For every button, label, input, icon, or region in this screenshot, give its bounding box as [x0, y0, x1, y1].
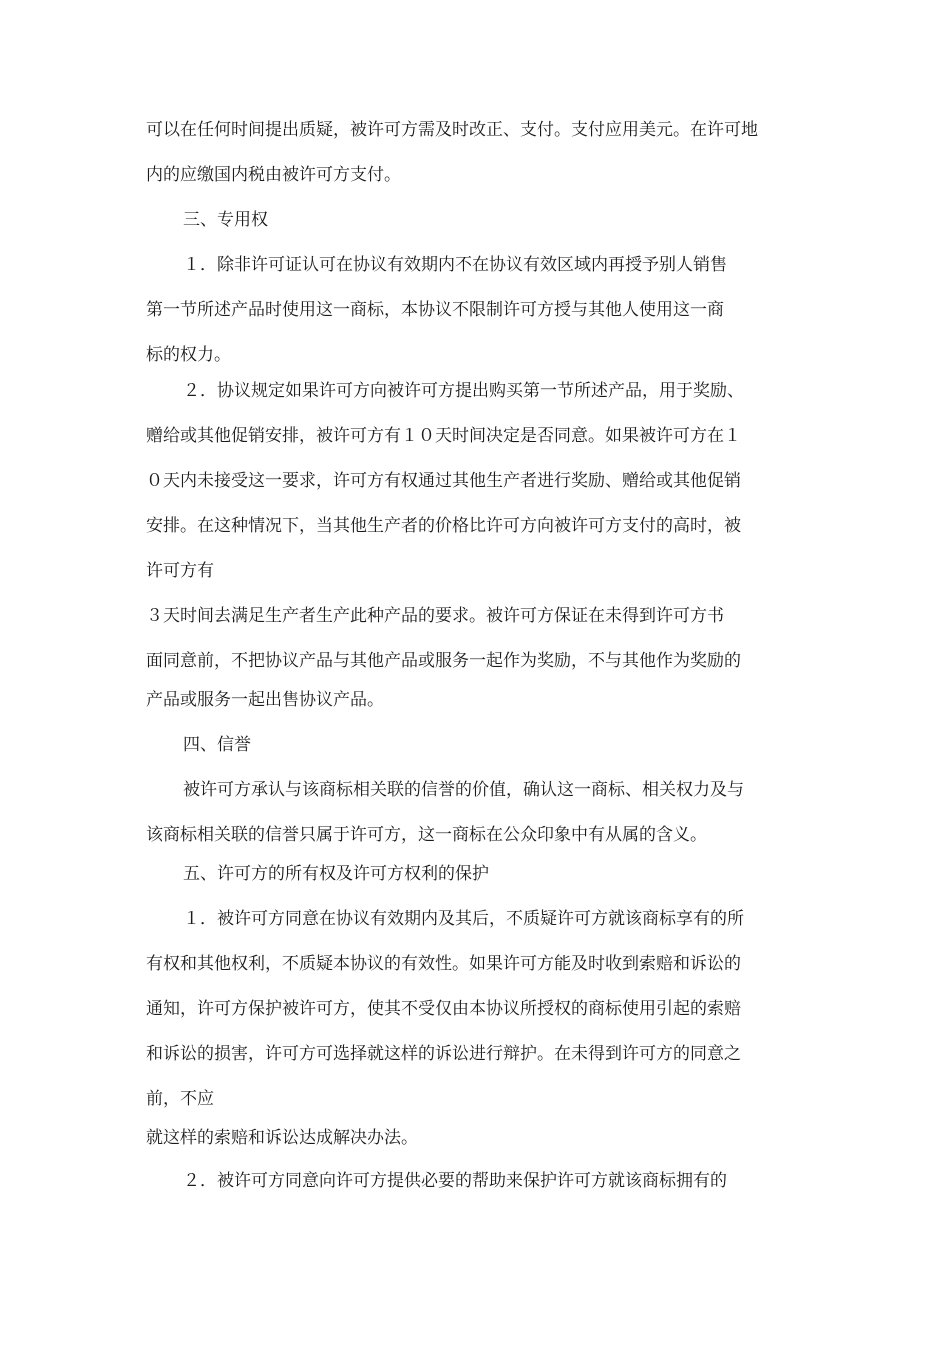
- text-line: 标的权力。: [146, 345, 231, 365]
- text-line: 被许可方承认与该商标相关联的信誉的价值，确认这一商标、相关权力及与: [183, 780, 744, 800]
- text-line: 产品或服务一起出售协议产品。: [146, 690, 384, 710]
- text-line: 通知，许可方保护被许可方，使其不受仅由本协议所授权的商标使用引起的索赔: [146, 999, 741, 1019]
- text-line: 面同意前，不把协议产品与其他产品或服务一起作为奖励，不与其他作为奖励的: [146, 651, 741, 671]
- section-heading-3: 三、专用权: [183, 210, 268, 230]
- text-line: 许可方有: [146, 561, 214, 581]
- text-line: ２．协议规定如果许可方向被许可方提出购买第一节所述产品，用于奖励、: [183, 381, 744, 401]
- text-line: 有权和其他权利，不质疑本协议的有效性。如果许可方能及时收到索赔和诉讼的: [146, 954, 741, 974]
- text-line: 第一节所述产品时使用这一商标，本协议不限制许可方授与其他人使用这一商: [146, 300, 724, 320]
- text-line: 赠给或其他促销安排，被许可方有１０天时间决定是否同意。如果被许可方在１: [146, 426, 741, 446]
- text-line: 内的应缴国内税由被许可方支付。: [146, 165, 401, 185]
- text-line: ３天时间去满足生产者生产此种产品的要求。被许可方保证在未得到许可方书: [146, 606, 724, 626]
- text-line: 就这样的索赔和诉讼达成解决办法。: [146, 1128, 418, 1148]
- text-line: 和诉讼的损害，许可方可选择就这样的诉讼进行辩护。在未得到许可方的同意之: [146, 1044, 741, 1064]
- text-line: ０天内未接受这一要求，许可方有权通过其他生产者进行奖励、赠给或其他促销: [146, 471, 741, 491]
- section-heading-5: 五、许可方的所有权及许可方权利的保护: [183, 864, 489, 884]
- text-line: 该商标相关联的信誉只属于许可方，这一商标在公众印象中有从属的含义。: [146, 825, 707, 845]
- text-line: 前，不应: [146, 1089, 214, 1109]
- section-heading-4: 四、信誉: [183, 735, 251, 755]
- text-line: １．除非许可证认可在协议有效期内不在协议有效区域内再授予别人销售: [183, 255, 727, 275]
- text-line: １．被许可方同意在协议有效期内及其后，不质疑许可方就该商标享有的所: [183, 909, 744, 929]
- text-line: ２．被许可方同意向许可方提供必要的帮助来保护许可方就该商标拥有的: [183, 1171, 727, 1191]
- text-line: 可以在任何时间提出质疑，被许可方需及时改正、支付。支付应用美元。在许可地: [146, 120, 758, 140]
- text-line: 安排。在这种情况下，当其他生产者的价格比许可方向被许可方支付的高时，被: [146, 516, 741, 536]
